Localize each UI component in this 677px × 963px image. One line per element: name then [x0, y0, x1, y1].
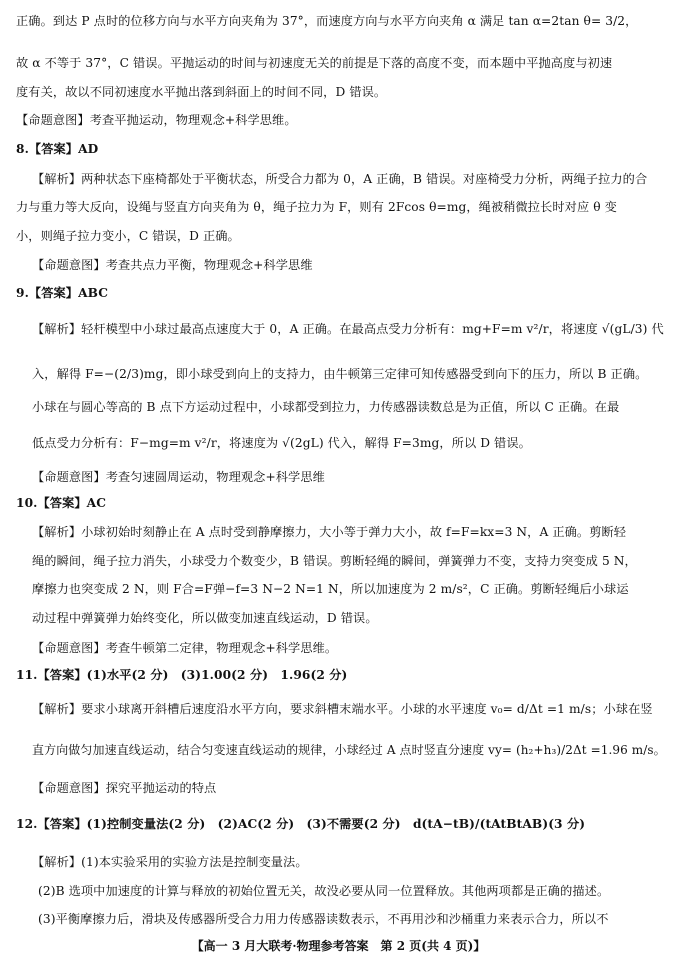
answer-heading-9: 9.【答案】ABC [16, 286, 109, 300]
text-line: 直方向做匀加速直线运动，结合匀变速直线运动的规律，小球经过 A 点时竖直分速度 vy= (h₂+h₃)/2Δt =1.96 m/s。 [32, 743, 666, 757]
text-line: 【解析】两种状态下座椅都处于平衡状态，所受合力都为 0，A 正确，B 错误。对座椅受力分析，两绳子拉力的合 [32, 172, 648, 186]
text-line: 【解析】(1)本实验采用的实验方法是控制变量法。 [32, 855, 308, 869]
text-line: 【解析】轻杆模型中小球过最高点速度大于 0，A 正确。在最高点受力分析有：mg+F=m v²/r，将速度 √(gL/3) 代 [32, 322, 664, 336]
intent-line: 【命题意图】考查牛顿第二定律，物理观念+科学思维。 [32, 641, 338, 655]
text-line: 度有关，故以不同初速度水平抛出落到斜面上的时间不同，D 错误。 [16, 85, 387, 99]
text-line: 正确。到达 P 点时的位移方向与水平方向夹角为 37°，而速度方向与水平方向夹角 α 满足 tan α=2tan θ= 3/2， [16, 14, 638, 28]
text-line: 故 α 不等于 37°，C 错误。平抛运动的时间与初速度无关的前提是下落的高度不变，而本题中平抛高度与初速 [16, 56, 613, 70]
intent-line: 【命题意图】考查共点力平衡，物理观念+科学思维 [32, 258, 313, 272]
answer-heading-8: 8.【答案】AD [16, 142, 99, 156]
text-line: 绳的瞬间，绳子拉力消失，小球受力个数变少，B 错误。剪断轻绳的瞬间，弹簧弹力不变，支持力突变成 5 N， [32, 554, 637, 568]
answer-heading-11: 11.【答案】(1)水平(2 分) (3)1.00(2 分) 1.96(2 分) [16, 668, 348, 682]
text-line: 摩擦力也突变成 2 N，则 F合=F弹−f=3 N−2 N=1 N，所以加速度为 2 m/s²，C 正确。剪断轻绳后小球运 [32, 582, 629, 596]
text-line: (2)B 选项中加速度的计算与释放的初始位置无关，故没必要从同一位置释放。其他两项都是正确的描述。 [38, 884, 610, 898]
intent-line: 【命题意图】考查匀速圆周运动，物理观念+科学思维 [32, 470, 325, 484]
intent-line: 【命题意图】考查平抛运动，物理观念+科学思维。 [16, 113, 297, 127]
text-line: 入，解得 F=−(2/3)mg，即小球受到向上的支持力，由牛顿第三定律可知传感器受到向下的压力，所以 B 正确。 [32, 367, 648, 381]
text-line: 【解析】要求小球离开斜槽后速度沿水平方向，要求斜槽末端水平。小球的水平速度 v₀= d/Δt =1 m/s；小球在竖 [32, 702, 653, 716]
text-line: 【解析】小球初始时刻静止在 A 点时受到静摩擦力，大小等于弹力大小，故 f=F=kx=3 N，A 正确。剪断轻 [32, 525, 627, 539]
answer-heading-10: 10.【答案】AC [16, 496, 107, 510]
page-footer: 【高一 3 月大联考·物理参考答案 第 2 页(共 4 页)】 [191, 939, 486, 953]
text-line: 小球在与圆心等高的 B 点下方运动过程中，小球都受到拉力，力传感器读数总是为正值，所以 C 正确。在最 [32, 400, 620, 414]
intent-line: 【命题意图】探究平抛运动的特点 [32, 781, 217, 795]
text-line: 动过程中弹簧弹力始终变化，所以做变加速直线运动，D 错误。 [32, 611, 378, 625]
text-line: 力与重力等大反向，设绳与竖直方向夹角为 θ，绳子拉力为 F，则有 2Fcos θ=mg，绳被稍微拉长时对应 θ 变 [16, 200, 617, 214]
answer-heading-12: 12.【答案】(1)控制变量法(2 分) (2)AC(2 分) (3)不需要(2 分) d(tA−tB)/(tAtBtAB)(3 分) [16, 817, 586, 831]
text-line: 小，则绳子拉力变小，C 错误，D 正确。 [16, 229, 240, 243]
text-line: 低点受力分析有：F−mg=m v²/r，将速度为 √(2gL) 代入，解得 F=3mg，所以 D 错误。 [32, 436, 531, 450]
text-line: (3)平衡摩擦力后，滑块及传感器所受合力用力传感器读数表示，不再用沙和沙桶重力来表示合力，所以不 [38, 912, 609, 926]
